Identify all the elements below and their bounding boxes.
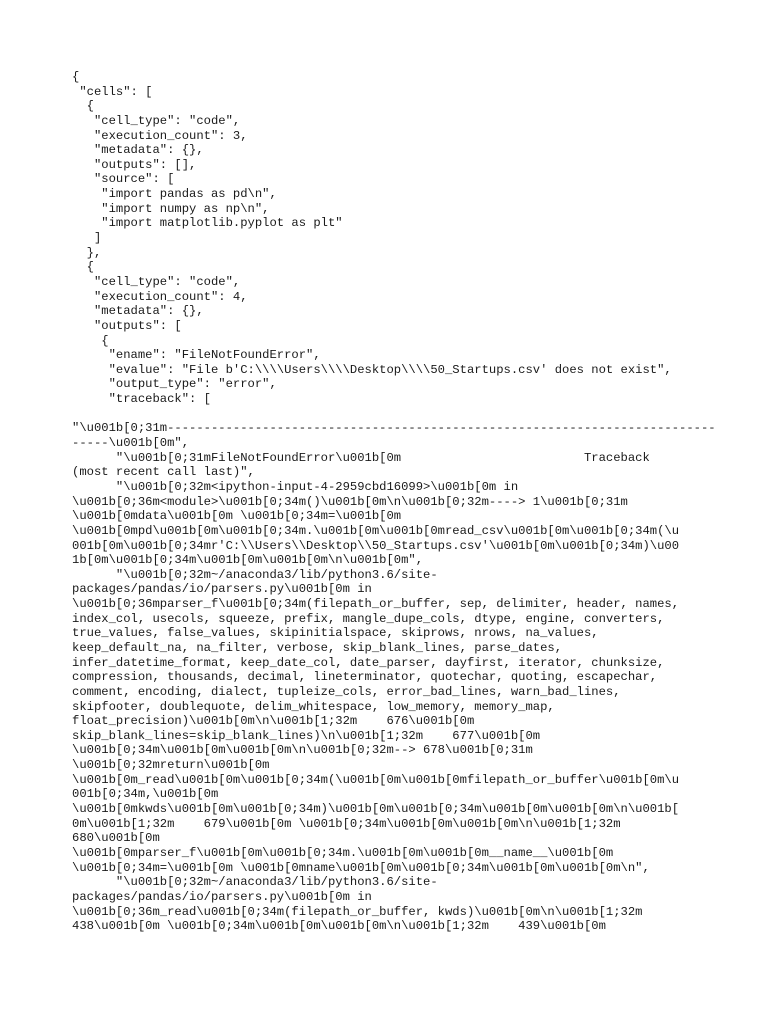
text-line: 680\u001b[0m	[72, 831, 160, 846]
text-line: "\u001b[0;31m---------------------------------------------------------------------------	[72, 421, 716, 436]
document-page	[72, 70, 716, 934]
text-line: "import pandas as pd\n",	[72, 187, 277, 202]
text-line: "execution_count": 3,	[72, 128, 248, 143]
text-line: "source": [	[72, 172, 175, 187]
text-line: 001b[0;34m,\u001b[0m	[72, 787, 219, 802]
text-line: packages/pandas/io/parsers.py\u001b[0m in	[72, 889, 372, 904]
text-line: "\u001b[0;31mFileNotFoundError\u001b[0m Traceback	[72, 450, 650, 465]
text-line: "cell_type": "code",	[72, 274, 241, 289]
text-line: \u001b[0;32mreturn\u001b[0m	[72, 758, 270, 773]
text-line: -----\u001b[0m",	[72, 436, 190, 451]
text-line: \u001b[0;34m=\u001b[0m \u001b[0mname\u001b[0m\u001b[0;34m\u001b[0m\u001b[0m\n",	[72, 860, 650, 875]
text-line: {	[72, 99, 94, 114]
text-line: },	[72, 245, 102, 260]
traceback-text	[72, 421, 716, 934]
text-line: "metadata": {},	[72, 304, 204, 319]
text-line: "metadata": {},	[72, 143, 204, 158]
text-line: "execution_count": 4,	[72, 289, 248, 304]
text-line: \u001b[0m_read\u001b[0m\u001b[0;34m(\u001b[0m\u001b[0mfilepath_or_buffer\u001b[0m\u	[72, 772, 680, 787]
text-line: "import numpy as np\n",	[72, 201, 270, 216]
text-line: \u001b[0;36m<module>\u001b[0;34m()\u001b[0m\n\u001b[0;32m----> 1\u001b[0;31m	[72, 494, 628, 509]
text-line: 438\u001b[0m \u001b[0;34m\u001b[0m\u001b[0m\n\u001b[1;32m 439\u001b[0m	[72, 919, 606, 934]
text-line: \u001b[0mparser_f\u001b[0m\u001b[0;34m.\u001b[0m\u001b[0m__name__\u001b[0m	[72, 845, 614, 860]
text-line: float_precision)\u001b[0m\n\u001b[1;32m 676\u001b[0m	[72, 714, 475, 729]
text-line: comment, encoding, dialect, tupleize_cols, error_bad_lines, warn_bad_lines,	[72, 684, 621, 699]
text-line: 1b[0m\u001b[0;34m\u001b[0m\u001b[0m\n\u001b[0m",	[72, 553, 424, 568]
text-line: "cells": [	[72, 84, 153, 99]
text-line: "outputs": [	[72, 318, 182, 333]
text-line: ]	[72, 231, 102, 246]
text-line: skipfooter, doublequote, delim_whitespace, low_memory, memory_map,	[72, 699, 555, 714]
text-line: {	[72, 70, 80, 84]
text-line: \u001b[0;34m\u001b[0m\u001b[0m\n\u001b[0;32m--> 678\u001b[0;31m	[72, 743, 533, 758]
text-line: {	[72, 260, 94, 275]
text-line: "\u001b[0;32m~/anaconda3/lib/python3.6/site-	[72, 875, 438, 890]
text-line: compression, thousands, decimal, lineterminator, quotechar, quoting, escapechar,	[72, 670, 658, 685]
text-line: \u001b[0;36m_read\u001b[0;34m(filepath_or_buffer, kwds)\u001b[0m\n\u001b[1;32m	[72, 904, 643, 919]
text-line: "outputs": [],	[72, 157, 197, 172]
text-line: 001b[0m\u001b[0;34mr'C:\\Users\\Desktop\\50_Startups.csv'\u001b[0m\u001b[0;34m)\u00	[72, 538, 680, 553]
text-line: keep_default_na, na_filter, verbose, skip_blank_lines, parse_dates,	[72, 640, 563, 655]
text-line: \u001b[0mkwds\u001b[0m\u001b[0;34m)\u001b[0m\u001b[0;34m\u001b[0m\u001b[0m\n\u001b[	[72, 802, 680, 817]
text-line: \u001b[0mpd\u001b[0m\u001b[0;34m.\u001b[0m\u001b[0mread_csv\u001b[0m\u001b[0;34m(\u	[72, 523, 680, 538]
text-line: "\u001b[0;32m~/anaconda3/lib/python3.6/site-	[72, 567, 438, 582]
text-line: skip_blank_lines=skip_blank_lines)\n\u001b[1;32m 677\u001b[0m	[72, 728, 541, 743]
text-line: "ename": "FileNotFoundError",	[72, 348, 321, 363]
text-line: (most recent call last)",	[72, 465, 255, 480]
text-line: \u001b[0mdata\u001b[0m \u001b[0;34m=\u001b[0m	[72, 509, 402, 524]
text-line: "\u001b[0;32m<ipython-input-4-2959cbd16099>\u001b[0m in	[72, 479, 519, 494]
text-line: \u001b[0;36mparser_f\u001b[0;34m(filepath_or_buffer, sep, delimiter, header, names,	[72, 597, 680, 612]
text-line: {	[72, 333, 109, 348]
text-line: 0m\u001b[1;32m 679\u001b[0m \u001b[0;34m\u001b[0m\u001b[0m\n\u001b[1;32m	[72, 816, 621, 831]
text-line: packages/pandas/io/parsers.py\u001b[0m in	[72, 582, 372, 597]
notebook-json-header	[72, 70, 702, 407]
text-line: "import matplotlib.pyplot as plt"	[72, 216, 343, 231]
text-line: index_col, usecols, squeeze, prefix, mangle_dupe_cols, dtype, engine, converters,	[72, 611, 665, 626]
text-line: "evalue": "File b'C:\\\\Users\\\\Desktop\\\\50_Startups.csv' does not exist",	[72, 362, 672, 377]
text-line: "cell_type": "code",	[72, 113, 241, 128]
blank-line	[72, 407, 702, 422]
text-line: "output_type": "error",	[72, 377, 277, 392]
text-line: infer_datetime_format, keep_date_col, date_parser, dayfirst, iterator, chunksize,	[72, 655, 665, 670]
text-line: "traceback": [	[72, 392, 211, 407]
text-line: true_values, false_values, skipinitialspace, skiprows, nrows, na_values,	[72, 626, 599, 641]
